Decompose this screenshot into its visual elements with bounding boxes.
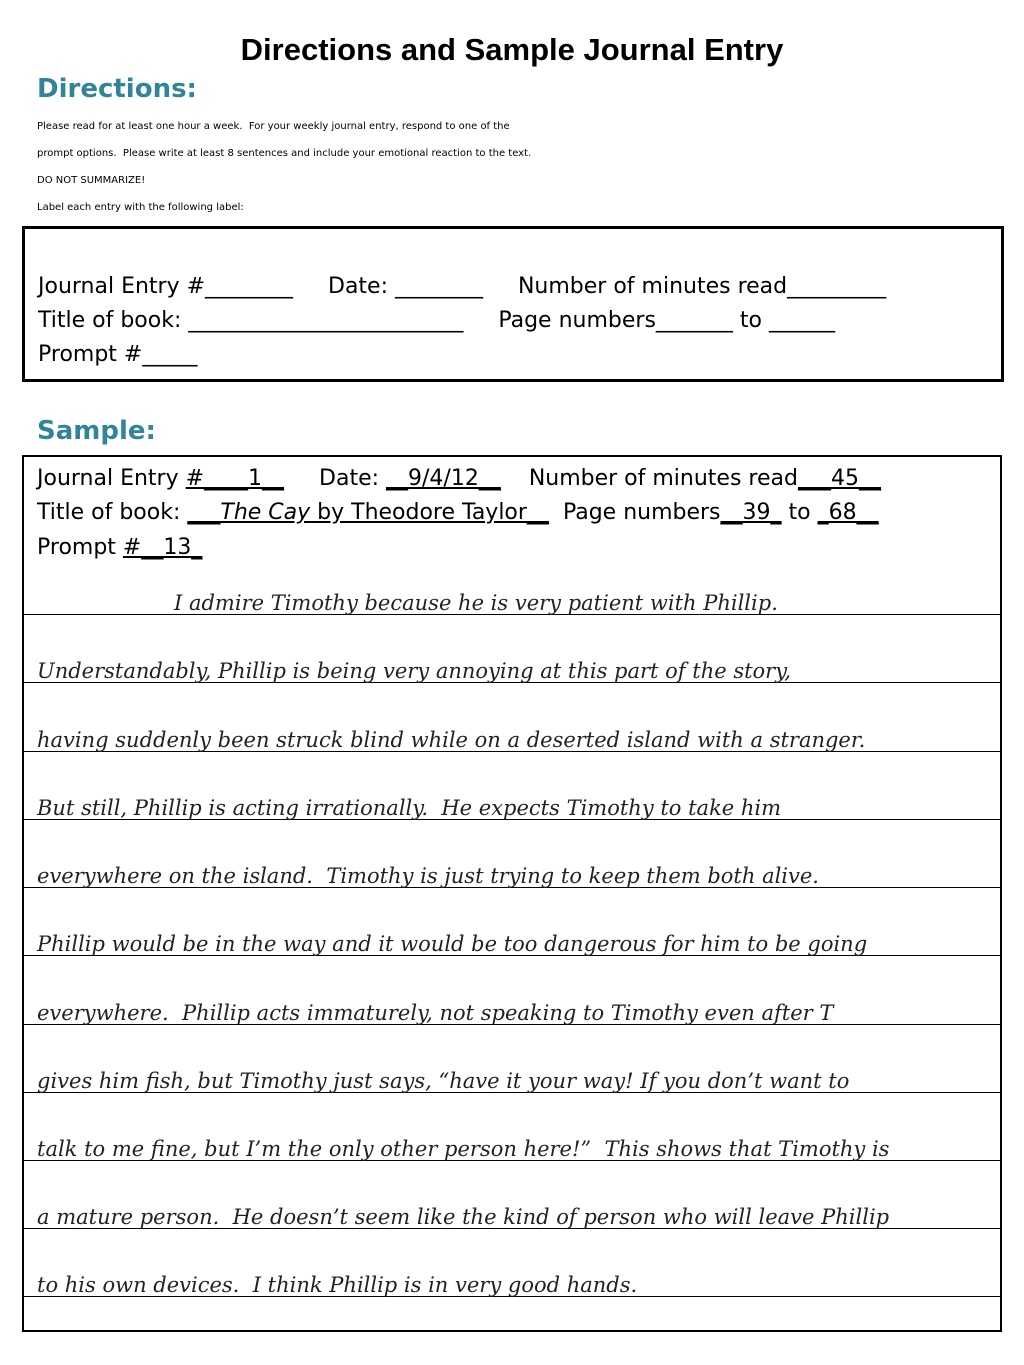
sample-prompt-line: [37, 535, 202, 560]
entry-label: Journal Entry: [37, 466, 186, 491]
handwritten-line: a mature person. He doesn’t seem like the kind of person who will leave Phillip: [37, 1205, 890, 1229]
prompt-value: #__13_: [122, 535, 203, 560]
directions-line: DO NOT SUMMARIZE!: [37, 175, 146, 186]
directions-line: prompt options. Please write at least 8 sentences and include your emotional reaction to the text.: [37, 148, 532, 159]
directions-line: Please read for at least one hour a week. For your weekly journal entry, respond to one of the: [37, 121, 510, 132]
handwritten-line: to his own devices. I think Phillip is in very good hands.: [37, 1273, 638, 1297]
title-value: [187, 500, 549, 525]
minutes-value: ___45__: [797, 466, 881, 491]
handwritten-line: gives him fish, but Timothy just says, “have it your way! If you don’t want to: [37, 1069, 850, 1093]
handwritten-line: talk to me fine, but I’m the only other person here!” This shows that Timothy is: [37, 1137, 890, 1161]
book-title: The Cay: [220, 500, 311, 525]
sample-entry-line: [37, 466, 881, 491]
sample-title-line: [37, 500, 879, 525]
handwritten-line: everywhere. Phillip acts immaturely, not speaking to Timothy even after T: [37, 1001, 834, 1025]
directions-line: Label each entry with the following label:: [37, 202, 244, 213]
label-entry-line: Journal Entry #________ Date: ________ Number of minutes read_________: [38, 274, 887, 299]
directions-text: [37, 113, 997, 221]
handwritten-line: Phillip would be in the way and it would be too dangerous for him to be going: [37, 932, 868, 956]
label-template-box: [22, 226, 1004, 382]
title-pre: ___: [187, 500, 221, 525]
pages-end: _68__: [817, 500, 879, 525]
handwritten-line: I admire Timothy because he is very patient with Phillip.: [174, 591, 778, 615]
book-author: by Theodore Taylor__: [310, 500, 549, 525]
date-label: Date:: [319, 466, 387, 491]
entry-value: #____1__: [185, 466, 285, 491]
sample-heading: Sample:: [37, 416, 156, 446]
title-label: Title of book:: [37, 500, 188, 525]
handwritten-line: everywhere on the island. Timothy is just trying to keep them both alive.: [37, 864, 819, 888]
handwritten-line: But still, Phillip is acting irrationally. He expects Timothy to take him: [37, 796, 782, 820]
minutes-label: Number of minutes read: [528, 466, 798, 491]
handwritten-line: Understandably, Phillip is being very annoying at this part of the story,: [37, 659, 791, 683]
pages-to: to: [788, 500, 811, 525]
pages-label: Page numbers: [562, 500, 721, 525]
sample-entry-box: [22, 455, 1002, 1332]
directions-heading: Directions:: [37, 74, 197, 104]
page-title: Directions and Sample Journal Entry: [240, 32, 784, 67]
handwritten-line: having suddenly been struck blind while on a deserted island with a stranger.: [37, 728, 866, 752]
pages-start: __39_: [720, 500, 782, 525]
prompt-label: Prompt: [37, 535, 123, 560]
date-value: __9/4/12__: [386, 466, 501, 491]
label-title-line: Title of book: _________________________ Page numbers_______ to ______: [38, 308, 835, 333]
label-prompt-line: Prompt #_____: [38, 342, 198, 367]
